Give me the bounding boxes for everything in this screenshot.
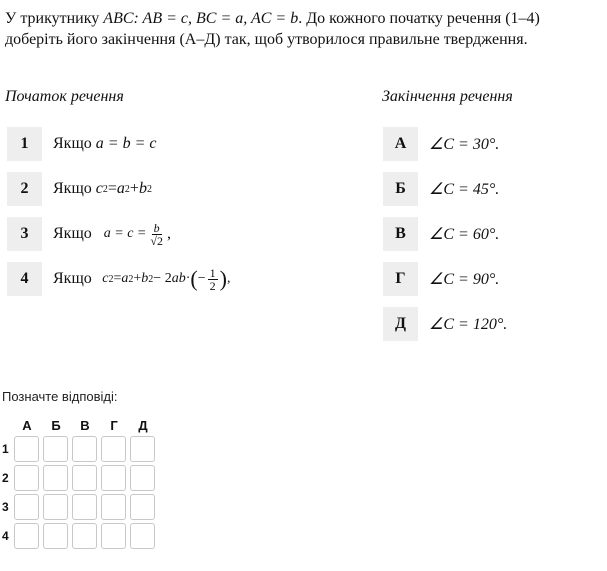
ending-row-a [383, 127, 499, 161]
expr-exp: 2 [148, 273, 154, 285]
beginning-word: Якщо [53, 135, 92, 152]
fraction-denominator: √2 [150, 233, 163, 248]
task-condition: ABC: AB = c, BC = a, AC = b [103, 10, 299, 27]
beginning-word: Якщо [53, 225, 92, 242]
ending-row-v [383, 217, 499, 251]
expr-c: c [102, 271, 109, 286]
beginning-word: Якщо [53, 270, 92, 287]
expr-b: b [138, 180, 147, 197]
answer-cell-2-g[interactable] [101, 465, 126, 491]
expr-c: c [95, 180, 103, 197]
ending-letter: А [383, 127, 418, 161]
expr-exp: 2 [128, 273, 134, 285]
beginning-number: 3 [7, 217, 42, 251]
answer-cell-4-b[interactable] [43, 523, 68, 549]
answer-cell-4-a[interactable] [14, 523, 39, 549]
ending-letter: Б [383, 172, 418, 206]
ending-letter: Д [383, 307, 418, 341]
answer-cell-3-b[interactable] [43, 494, 68, 520]
fraction-numerator: 1 [209, 265, 216, 280]
grid-column-header: В [80, 418, 90, 433]
ending-row-g [383, 262, 499, 296]
answer-cell-1-g[interactable] [101, 436, 126, 462]
answer-cell-4-g[interactable] [101, 523, 126, 549]
answer-cell-2-b[interactable] [43, 465, 68, 491]
answer-cell-1-d[interactable] [130, 436, 155, 462]
ending-expression: ∠C = 90°. [429, 271, 500, 288]
fraction-denominator: 2 [209, 278, 216, 293]
answer-cell-1-v[interactable] [72, 436, 97, 462]
ending-row-b [383, 172, 499, 206]
ending-expression: ∠C = 30°. [429, 136, 500, 153]
ending-expression: ∠C = 45°. [429, 181, 500, 198]
task-statement [5, 8, 595, 50]
answer-cell-1-b[interactable] [43, 436, 68, 462]
expr-plus: + [133, 271, 142, 286]
expr-exp: 2 [108, 273, 114, 285]
expr-plus: + [129, 180, 139, 197]
fraction [208, 267, 218, 292]
grid-row-label: 4 [2, 529, 9, 543]
answer-cell-3-v[interactable] [72, 494, 97, 520]
beginning-row-1 [7, 127, 156, 161]
beginning-number: 1 [7, 127, 42, 161]
answer-cell-4-v[interactable] [72, 523, 97, 549]
fraction [148, 222, 165, 247]
right-paren: ) [219, 266, 227, 291]
answer-cell-2-v[interactable] [72, 465, 97, 491]
ending-row-d [383, 307, 507, 341]
expr-dot: · [185, 271, 191, 286]
expr-a: a [116, 180, 125, 197]
answer-cell-3-g[interactable] [101, 494, 126, 520]
right-column-title: Закінчення речення [382, 88, 513, 105]
ending-letter: Г [383, 262, 418, 296]
expr-a: a [121, 271, 129, 286]
answer-cell-2-d[interactable] [130, 465, 155, 491]
expr-minus: − 2 [153, 271, 172, 286]
beginning-expression [53, 222, 171, 247]
expr-ab: ab [171, 271, 186, 286]
beginning-word: Якщо [53, 180, 92, 197]
expr-tail: , [166, 225, 171, 242]
left-column-title: Початок речення [5, 88, 124, 105]
beginning-expression: a = b = c [95, 135, 157, 152]
answer-cell-4-d[interactable] [130, 523, 155, 549]
answer-cell-1-a[interactable] [14, 436, 39, 462]
expr-b: b [141, 271, 149, 286]
ending-expression: ∠C = 120°. [429, 316, 508, 333]
beginning-row-4 [7, 262, 230, 296]
answer-cell-3-a[interactable] [14, 494, 39, 520]
expr-exp: 2 [124, 183, 130, 195]
grid-row-label: 3 [2, 500, 9, 514]
grid-column-header: А [22, 418, 32, 433]
answers-label: Позначте відповіді: [2, 389, 118, 404]
expr-neg: − [197, 271, 206, 286]
grid-row-label: 2 [2, 471, 9, 485]
expr-eq: = [107, 180, 117, 197]
expr-left: a = c = [103, 226, 147, 241]
grid-column-header: Г [110, 418, 118, 433]
fraction-numerator: b [153, 220, 160, 235]
grid-row-label: 1 [2, 442, 9, 456]
task-intro: У трикутнику [5, 10, 104, 27]
answer-cell-2-a[interactable] [14, 465, 39, 491]
grid-column-header: Д [138, 418, 148, 433]
beginning-expression [53, 180, 152, 198]
task-rest: . До кожного початку речення (1–4) доберіть його закінчення (А–Д) так, щоб утворилося правильне твердження. [5, 10, 540, 48]
beginning-row-2 [7, 172, 152, 206]
beginning-number: 4 [7, 262, 42, 296]
answer-cell-3-d[interactable] [130, 494, 155, 520]
expr-exp: 2 [102, 183, 108, 195]
beginning-row-3 [7, 217, 171, 251]
grid-column-header: Б [51, 418, 61, 433]
beginning-number: 2 [7, 172, 42, 206]
expr-tail: , [226, 271, 231, 286]
ending-expression: ∠C = 60°. [429, 226, 500, 243]
expr-exp: 2 [146, 183, 152, 195]
ending-letter: В [383, 217, 418, 251]
left-paren: ( [190, 266, 198, 291]
expr-eq: = [113, 271, 122, 286]
beginning-expression [53, 267, 230, 292]
